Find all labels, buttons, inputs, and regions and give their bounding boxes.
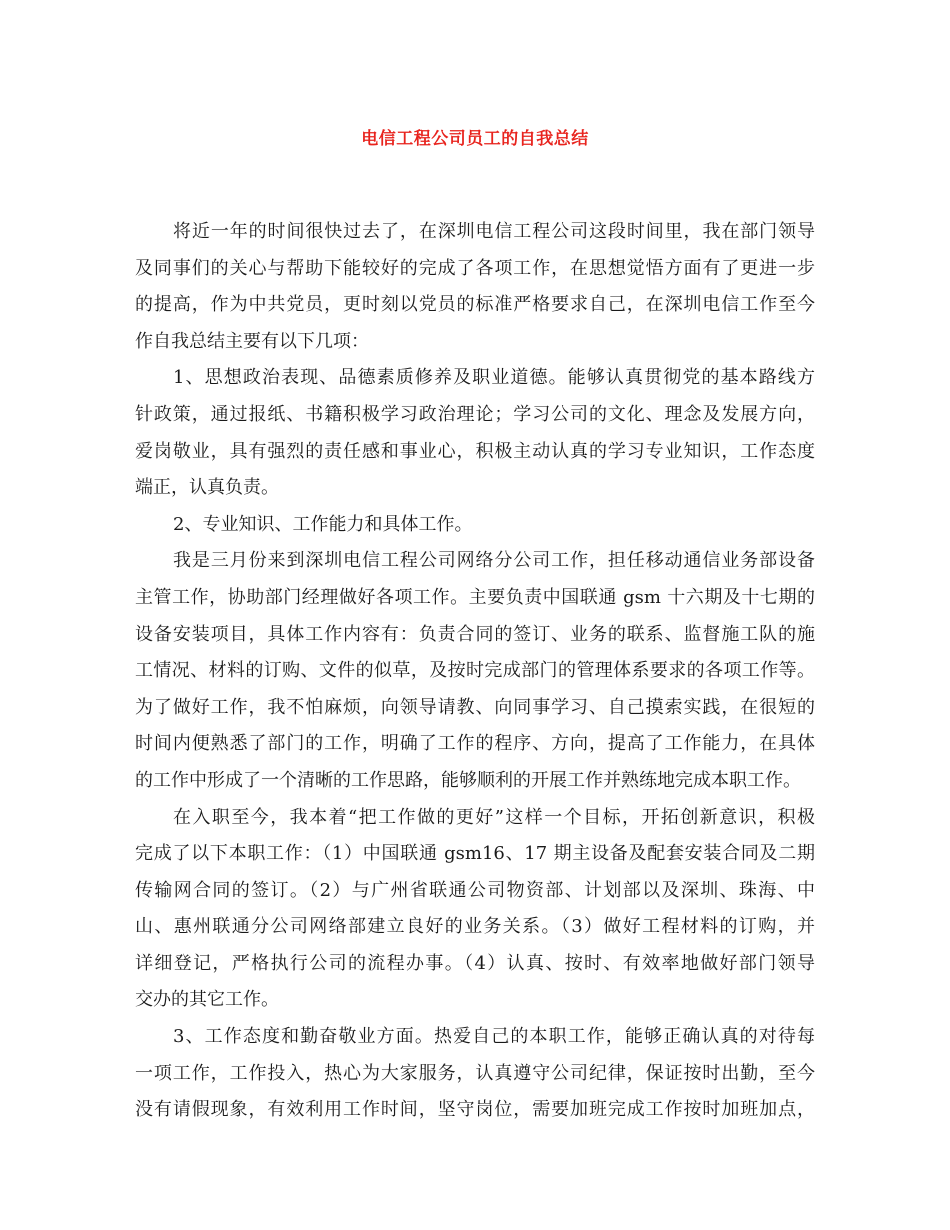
paragraph-line: 将近一年的时间很快过去了，在深圳电信工程公司这段时间里，我在部门领导 xyxy=(173,221,815,242)
paragraph-line: 为了做好工作，我不怕麻烦，向领导请教、向同事学习、自己摸索实践，在很短的 xyxy=(135,696,815,718)
paragraph-line: 我是三月份来到深圳电信工程公司网络分公司工作，担任移动通信业务部设备 xyxy=(173,550,815,572)
paragraph-line: 没有请假现象，有效利用工作时间，坚守岗位，需要加班完成工作按时加班加点， xyxy=(135,1099,815,1121)
paragraph-line: 传输网合同的签订。（2）与广州省联通公司物资部、计划部以及深圳、珠海、中 xyxy=(135,879,815,901)
paragraph-line: 设备安装项目，具体工作内容有：负责合同的签订、业务的联系、监督施工队的施 xyxy=(135,623,815,645)
paragraph-line: 针政策，通过报纸、书籍积极学习政治理论；学习公司的文化、理念及发展方向， xyxy=(135,403,815,425)
paragraph-line: 工情况、材料的订购、文件的似草，及按时完成部门的管理体系要求的各项工作等。 xyxy=(135,660,815,682)
paragraph-line: 完成了以下本职工作：（1）中国联通 gsm16、17 期主设备及配套安装合同及二期 xyxy=(135,843,815,865)
paragraph-line: 的提高，作为中共党员，更时刻以党员的标准严格要求自己，在深圳电信工作至今 xyxy=(135,294,815,316)
paragraph-line: 3、工作态度和勤奋敬业方面。热爱自己的本职工作，能够正确认真的对待每 xyxy=(173,1026,815,1048)
document-body xyxy=(135,214,815,1129)
paragraph-line: 时间内便熟悉了部门的工作，明确了工作的程序、方向，提高了工作能力，在具体 xyxy=(135,733,815,755)
paragraph-line: 的工作中形成了一个清晰的工作思路，能够顺利的开展工作并熟练地完成本职工作。 xyxy=(135,769,801,791)
paragraph-line: 一项工作，工作投入，热心为大家服务，认真遵守公司纪律，保证按时出勤，至今 xyxy=(135,1062,815,1084)
paragraph-line: 主管工作，协助部门经理做好各项工作。主要负责中国联通 gsm 十六期及十七期的 xyxy=(135,586,815,608)
paragraph-line: 1、思想政治表现、品德素质修养及职业道德。能够认真贯彻党的基本路线方 xyxy=(173,367,815,389)
paragraph-line: 详细登记，严格执行公司的流程办事。（4）认真、按时、有效率地做好部门领导 xyxy=(135,952,815,974)
paragraph-line: 2、专业知识、工作能力和具体工作。 xyxy=(173,513,473,535)
paragraph-line: 爱岗敬业，具有强烈的责任感和事业心，积极主动认真的学习专业知识，工作态度 xyxy=(135,440,815,462)
paragraph-line: 端正，认真负责。 xyxy=(135,477,279,499)
paragraph-line: 作自我总结主要有以下几项： xyxy=(135,330,369,352)
document-title: 电信工程公司员工的自我总结 xyxy=(361,129,589,149)
paragraph-line: 及同事们的关心与帮助下能较好的完成了各项工作，在思想觉悟方面有了更进一步 xyxy=(135,257,815,279)
paragraph-line: 在入职至今，我本着“把工作做的更好”这样一个目标，开拓创新意识，积极 xyxy=(173,806,815,828)
paragraph-line: 山、惠州联通分公司网络部建立良好的业务关系。（3）做好工程材料的订购，并 xyxy=(135,916,815,938)
paragraph-line: 交办的其它工作。 xyxy=(135,989,279,1011)
